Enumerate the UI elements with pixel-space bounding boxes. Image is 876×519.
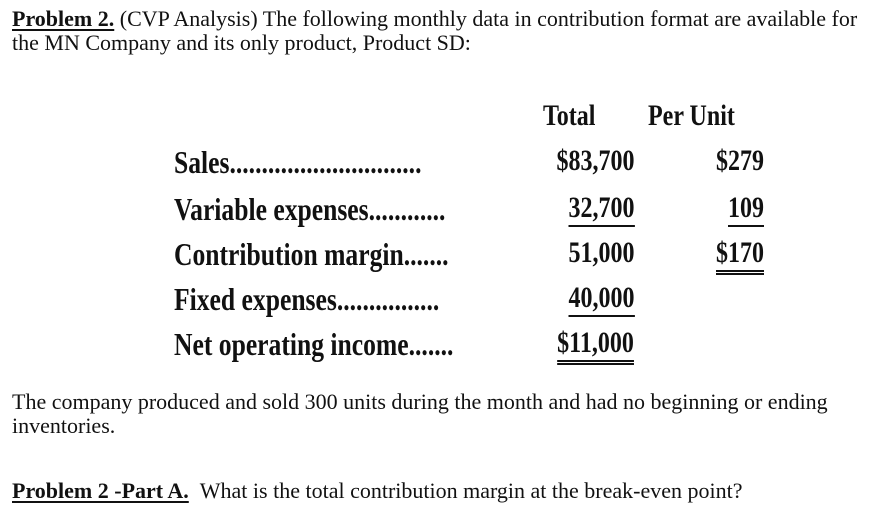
row-total: $11,000: [557, 326, 634, 365]
row-label: Fixed expenses: [174, 281, 337, 317]
row-label: Sales: [174, 144, 230, 180]
header-per-unit: Per Unit: [648, 99, 735, 132]
row-per-unit: $170: [716, 236, 764, 275]
row-leader: .......: [403, 236, 449, 272]
row-leader: ............: [368, 191, 446, 227]
row-leader: .......: [408, 326, 454, 362]
question-label: Problem 2 -Part A.: [12, 478, 189, 503]
row-total: 32,700: [568, 191, 634, 227]
row-label: Net operating income: [174, 326, 409, 362]
row-leader: ..............................: [229, 144, 422, 180]
company-note: The company produced and sold 300 units during the month and had no beginning or ending inventories.: [12, 389, 828, 438]
question: [12, 479, 862, 503]
row-total: $83,700: [556, 144, 634, 177]
row-per-unit: $279: [716, 144, 764, 177]
row-label: Contribution margin: [174, 236, 404, 272]
question-text: What is the total contribution margin at the break-even point?: [199, 478, 743, 503]
problem-intro: [12, 7, 862, 55]
problem-intro-text: (CVP Analysis) The following monthly data in contribution format are available for the MN Company and its only product, Product SD:: [12, 6, 858, 55]
header-total: Total: [543, 99, 596, 132]
row-per-unit: 109: [728, 191, 764, 227]
row-total: 51,000: [568, 236, 634, 269]
row-leader: ................: [336, 281, 440, 317]
row-total: 40,000: [568, 281, 634, 317]
row-label: Variable expenses: [174, 191, 369, 227]
problem-label: Problem 2.: [12, 6, 115, 31]
